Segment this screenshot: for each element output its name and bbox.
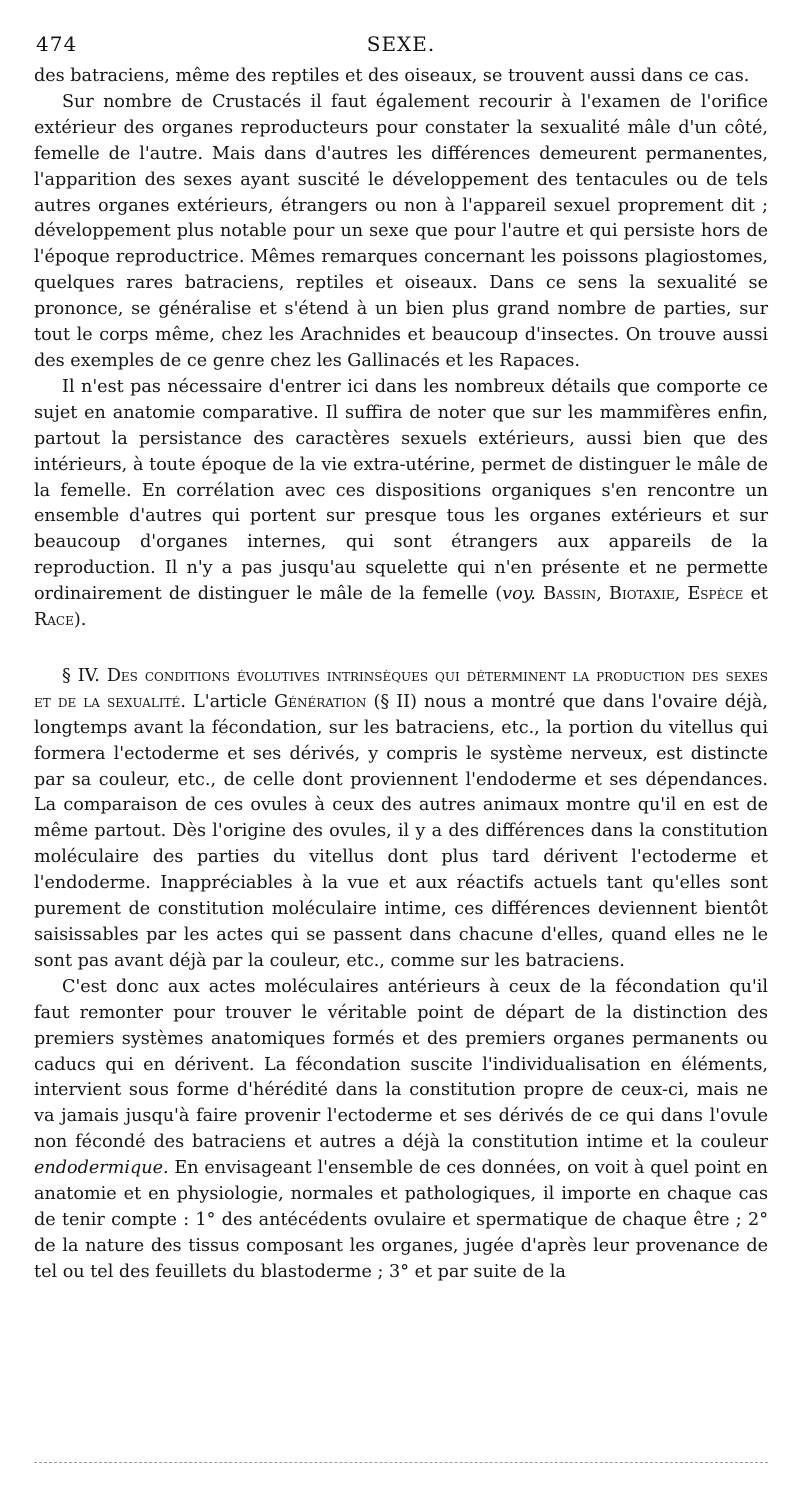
body-text: [34, 64, 768, 1286]
endodermique-term: endodermique.: [34, 1158, 169, 1179]
footer-rule: [34, 1462, 768, 1463]
section-heading: Des conditions évolutives intrinsèques qui déterminent la production des sexes et de la sexualité.: [34, 665, 768, 712]
section-symbol: § IV.: [62, 665, 100, 686]
paragraph-continuation: des batraciens, même des reptiles et des oiseaux, se trouvent aussi dans ce cas.: [34, 66, 750, 86]
cross-ref-race: Race: [34, 610, 74, 631]
cross-ref-generation: Génération: [274, 691, 367, 712]
page-number: 474: [36, 32, 78, 56]
paragraph-actes-moleculaires: C'est donc aux actes moléculaires antérieurs à ceux de la fécondation qu'il faut remonter pour trouver le véritable point de départ de la distinction des premiers systèmes anatomiques formés et des premiers organes permanents ou caducs qui en dérivent. La fécondation suscite l'individualisation en éléments, intervient sous forme d'hérédité dans la constitution propre de ceux-ci, mais ne va jamais jusqu'à faire provenir l'ectoderme et ses dérivés de ce qui dans l'ovule non fécondé des batraciens et autres a déjà la constitution intime et la couleur endodermique. En envisageant l'ensemble de ces données, on voit à quel point en anatomie et en physiologie, normales et pathologiques, il importe en chaque cas de tenir compte : 1° des antécédents ovulaire et spermatique de chaque être ; 2° de la nature des tissus composant les organes, jugée d'après leur provenance de tel ou tel des feuillets du blastoderme ; 3° et par suite de la: [34, 976, 769, 1282]
page-header: [34, 28, 768, 60]
cross-ref-espece: Espèce: [687, 584, 744, 605]
paragraph-anatomie-comparative: Il n'est pas nécessaire d'entrer ici dans les nombreux détails que comporte ce sujet en anatomie comparative. Il suffira de noter que sur les mammifères enfin, partout la persistance des caractères sexuels extérieurs, aussi bien que des intérieurs, à toute époque de la vie extra-utérine, permet de distinguer le mâle de la femelle. En corrélation avec ces dispositions organiques s'en rencontre un ensemble d'autres qui portent sur presque tous les organes extérieurs et sur beaucoup d'organes internes, qui sont étrangers aux appareils de la reproduction. Il n'y a pas jusqu'au squelette qui n'en présente et ne permette ordinairement de distinguer le mâle de la femelle (voy. Bassin, Biotaxie, Espèce et Race).: [34, 376, 768, 631]
voy-abbrev: voy.: [502, 584, 536, 605]
cross-ref-biotaxie: Biotaxie: [609, 584, 675, 605]
running-title: SEXE.: [366, 32, 436, 56]
paragraph-crustaces: Sur nombre de Crustacés il faut également recourir à l'examen de l'orifice extérieur des organes reproducteurs pour constater la sexualité mâle d'un côté, femelle de l'autre. Mais dans d'autres les différences demeurent permanentes, l'apparition des sexes ayant suscité le développement des tentacules ou de tels autres organes extérieurs, étrangers ou non à l'appareil sexuel proprement dit ; développement plus notable pour un sexe que pour l'autre et qui persiste hors de l'époque reproductrice. Mêmes remarques concernant les poissons plagiostomes, quelques rares batraciens, reptiles et oiseaux. Dans ce sens la sexualité se prononce, se généralise et s'étend à un bien plus grand nombre de parties, sur tout le corps même, chez les Arachnides et beaucoup d'insectes. On trouve aussi des exemples de ce genre chez les Gallinacés et les Rapaces.: [34, 91, 768, 371]
section-iv: § IV. Des conditions évolutives intrinsèques qui déterminent la production des sexes et de la sexualité. L'article Génération (§ II) nous a montré que dans l'ovaire déjà, longtemps avant la fécondation, sur les batraciens, etc., la portion du vitellus qui formera l'ectoderme et ses dérivés, y compris le système nerveux, est distincte par sa couleur, etc., de celle dont proviennent l'endoderme et ses dépendances. La comparaison de ces ovules à ceux des autres animaux montre qu'il en est de même partout. Dès l'origine des ovules, il y a des différences dans la constitution moléculaire des parties du vitellus dont plus tard dérivent l'ectoderme et l'endoderme. Inappréciables à la vue et aux réactifs actuels tant qu'elles sont purement de constitution moléculaire intime, ces différences deviennent bientôt saisissables par les actes qui se passent dans chacune d'elles, quand elles ne le sont pas avant déjà par la couleur, etc., comme sur les batraciens.: [34, 665, 768, 971]
cross-ref-bassin: Bassin: [543, 584, 597, 605]
